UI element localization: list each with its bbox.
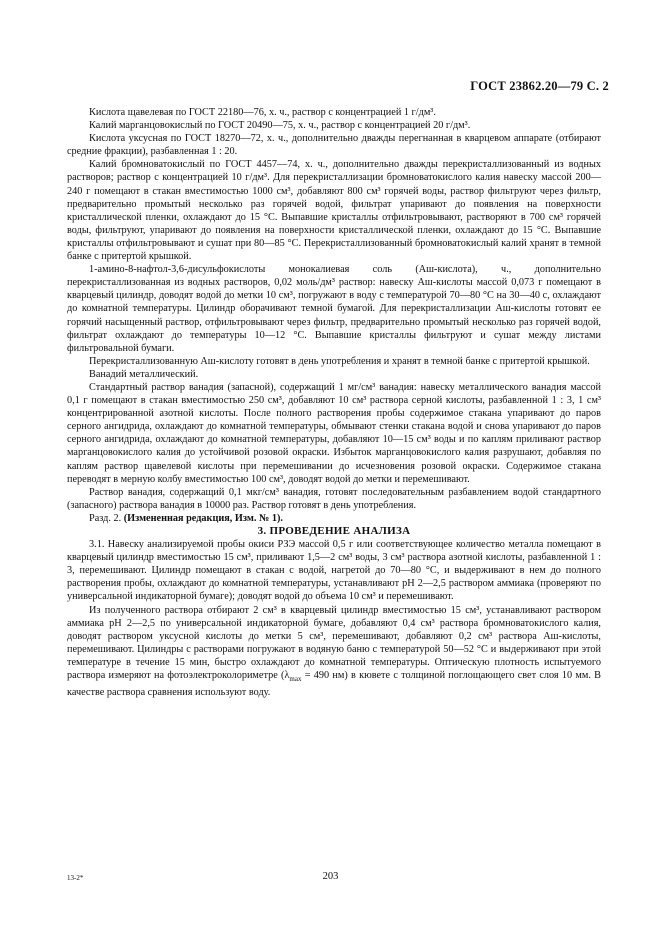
paragraph: 1-амино-8-нафтол-3,6-дисульфокислоты монокалиевая соль (Аш-кислота), ч., дополнительно перекристаллизованная из водных растворов, 0,02 моль/дм³ раствор: навеску Аш-кислоты массой 0,073 г помещают в кварцевый цилиндр, доводят водой до метки 10 см³, погружают в воду с температурой 70—80 °С на 30—40 с, охлаждают до комнатной температуры. Цилиндр оборачивают темной бумагой. Для перекристаллизации Аш-кислоты готовят ее горячий насыщенный раствор, отфильтровывают через фильтр, предварительно промытый несколько раз горячей водой, фильтрат охлаждают до температуры 10—12 °С. Выпавшие кристаллы фильтруют и сушат между листами фильтровальной бумаги.	[67, 264, 601, 354]
paragraph: Калий бромноватокислый по ГОСТ 4457—74, х. ч., дополнительно дважды перекристаллизованный из водных растворов; раствор с концентрацией 10 г/дм³. Для перекристаллизации бромноватокислого калия навеску массой 200—240 г помещают в стакан вместимостью 1000 см³, добавляют 800 см³ горячей воды, раствор фильтруют через фильтр, предварительно промытый несколько раз горячей водой, фильтрат упаривают до появления на поверхности кристаллической пленки, охлаждают до 15 °С. Выпавшие кристаллы отфильтровывают, растворяют в 700 см³ горячей воды, фильтруют, упаривают до появления на поверхности кристаллической пленки, охлаждают до 15 °С. Выпавшие кристаллы отфильтровывают и сушат при 80—85 °С. Перекристаллизованный бромноватокислый калий хранят в темной банке с притертой крышкой.	[67, 159, 601, 263]
amendment-prefix: Разд. 2.	[89, 512, 124, 524]
paragraph: 3.1. Навеску анализируемой пробы окиси РЗЭ массой 0,5 г или соответствующее количество металла помещают в кварцевый цилиндр вместимостью 15 см³, приливают 1,5—2 см³ воды, 3 см³ раствора азотной кислоты, разбавленной 1 : 3, перемешивают. Цилиндр помещают в стакан с водой, нагретой до 70—80 °С, и выдерживают в нем до полного растворения пробы, охлаждают до комнатной температуры, устанавливают pH 2—2,5 раствором аммиака (проверяют по универсальной индикаторной бумаге); доводят водой до объема 10 см³ и перемешивают.	[67, 539, 601, 603]
paragraph: Кислота уксусная по ГОСТ 18270—72, х. ч., дополнительно дважды перегнанная в кварцевом аппарате (отбирают средние фракции), разбавленная 1 : 20.	[67, 133, 601, 158]
paragraph: Ванадий металлический.	[89, 368, 199, 380]
lambda-subscript: max	[289, 675, 302, 684]
paragraph: Стандартный раствор ванадия (запасной), содержащий 1 мг/см³ ванадия: навеску металлического ванадия массой 0,1 г помещают в стакан вместимостью 250 см³, добавляют 10 см³ раствора серной кислоты, разбавленной 1 : 3, 1 см³ концентрированной азотной кислоты. После полного растворения пробы содержимое стакана упаривают до паров серного ангидрида, охлаждают до комнатной температуры, обмывают стенки стакана водой и снова упаривают до паров серного ангидрида, охлаждают до комнатной температуры, добавляют 10—15 см³ воды и по каплям приливают раствор марганцовокислого калия до устойчивой розовой окраски. Избыток марганцовокислого калия разрушают, добавляя по каплям раствор щавелевой кислоты при перемешивании до исчезновения розовой окраски. Содержимое стакана переводят в мерную колбу вместимостью 100 см³, доводят водой до метки и перемешивают.	[67, 381, 601, 485]
paragraph-last	[67, 604, 601, 700]
page-number: 203	[322, 871, 339, 882]
footer-signature: 13-2*	[67, 874, 84, 882]
amendment-note	[67, 512, 601, 525]
text-after: = 490 нм) в кювете с толщиной поглощающего свет слоя 10 мм. В качестве раствора сравнения используют воду.	[67, 670, 602, 699]
amendment-bold: (Измененная редакция, Изм. № 1).	[123, 512, 283, 524]
text-before: Из полученного раствора отбирают 2 см³ в кварцевый цилиндр вместимостью 15 см³, устанавливают раствором аммиака pH 2—2,5 по универсальной индикаторной бумаге, добавляют 0,4 см³ раствора бромноватокислого калия, доводят раствором уксусной кислоты до метки 5 см³, перемешивают, добавляют 0,2 см³ раствора Аш-кислоты, перемешивают. Цилиндры с растворами погружают в водяную баню с температурой 50—52 °С и выдерживают при этой температуре в течение 15 мин, быстро охлаждают до комнатной температуры. Оптическую плотность испытуемого раствора измеряют на фотоэлектроколориметре (λ	[67, 604, 601, 682]
paragraph: Перекристаллизованную Аш-кислоту готовят в день употребления и хранят в темной банке с притертой крышкой.	[89, 355, 590, 367]
paragraph: Кислота щавелевая по ГОСТ 22180—76, х. ч., раствор с концентрацией 1 г/дм³.	[89, 107, 436, 118]
page-header: ГОСТ 23862.20—79 С. 2	[470, 79, 609, 93]
document-body	[67, 106, 601, 699]
section-title: 3. ПРОВЕДЕНИЕ АНАЛИЗА	[257, 525, 411, 537]
paragraph: Раствор ванадия, содержащий 0,1 мкг/см³ ванадия, готовят последовательным разбавлением водой стандартного (запасного) раствора ванадия в 10000 раз. Раствор готовят в день употребления.	[67, 486, 601, 511]
paragraph: Калий марганцовокислый по ГОСТ 20490—75, х. ч., раствор с концентрацией 20 г/дм³.	[89, 120, 471, 132]
